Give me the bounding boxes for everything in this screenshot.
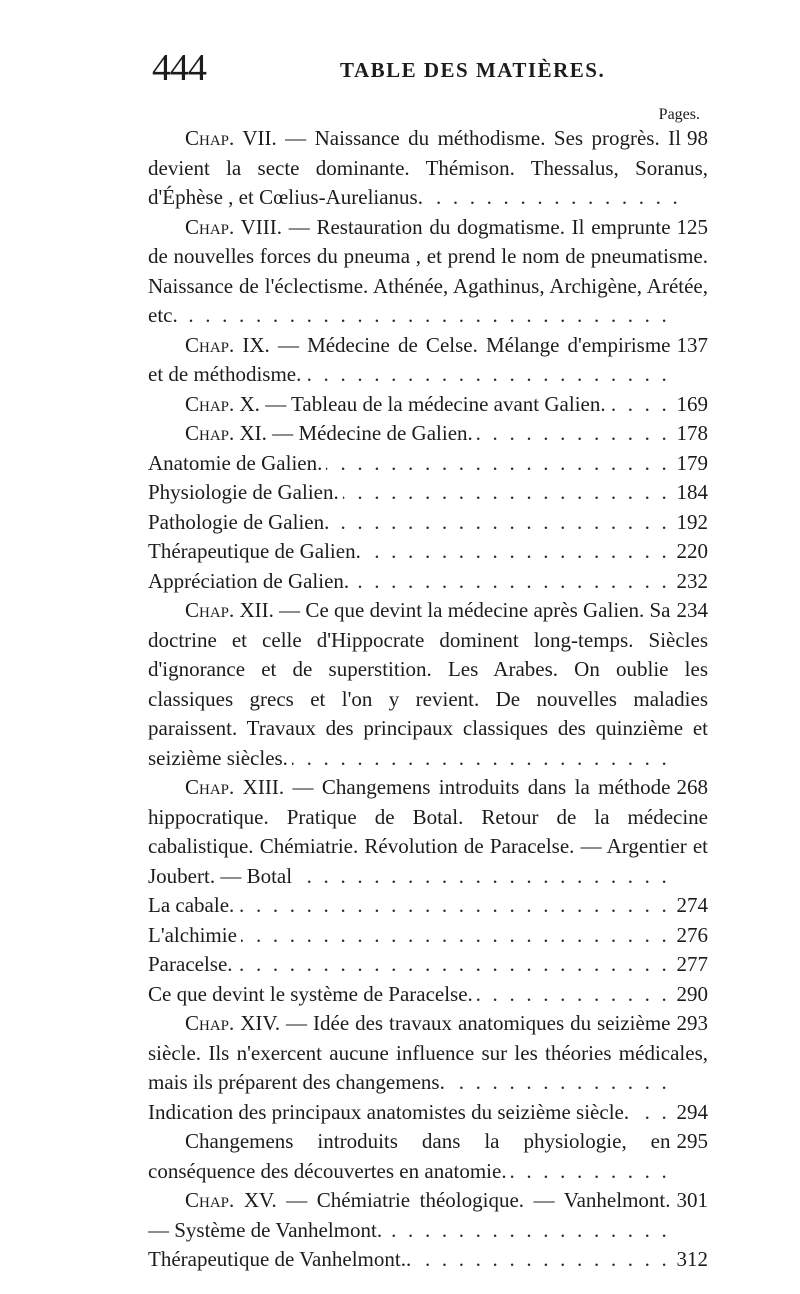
toc-entry [148, 213, 708, 331]
toc-entry [148, 449, 708, 479]
entry-title: Thérapeutique de Vanhelmont.. [148, 1247, 412, 1271]
page-reference: 184 [671, 478, 709, 508]
page-reference: 274 [671, 891, 709, 921]
toc-entry [148, 950, 708, 980]
entry-title: — Médecine de Galien. [266, 421, 473, 445]
toc-entry-text [148, 952, 237, 976]
toc-entry-text [148, 1100, 633, 1124]
toc-entry [148, 390, 708, 420]
toc-entry [148, 331, 708, 390]
page-reference: 192 [671, 508, 709, 538]
toc-entry [148, 980, 708, 1010]
toc-entry [148, 537, 708, 567]
toc-entry [148, 921, 708, 951]
page-reference: 232 [671, 567, 709, 597]
toc-entry [148, 773, 708, 891]
entry-title: La cabale. [148, 893, 235, 917]
entry-title: Appréciation de Galien. [148, 568, 350, 593]
page-header [148, 40, 708, 90]
toc-entry [148, 567, 708, 597]
toc-entry [148, 891, 708, 921]
entry-title: — Ce que devint la médecine après Galien. Sa doctrine et celle d'Hippocrate dominent long-temps. Siècles d'ignorance et de superstition. Les Arabes. On oublie les classiques grecs et l'on y revient. De nouvelles maladies paraissent. Travaux des principaux classiques des quinzième et seizième siècles. [148, 598, 708, 770]
entry-title: L'alchimie [148, 922, 237, 947]
toc-entry [148, 478, 708, 508]
toc-entry-text [148, 982, 477, 1006]
entry-title: Thérapeutique de Galien. [148, 539, 361, 563]
entry-title: — Tableau de la médecine avant Galien. [259, 391, 606, 416]
entry-title: — Idée des travaux anatomiques du seizième siècle. Ils n'exercent aucune influence sur les théories médicales, mais ils préparent des changemens. [148, 1011, 708, 1094]
toc-entry [148, 1186, 708, 1245]
chapter-label: Chap. X. [185, 391, 260, 416]
page-reference: 179 [671, 449, 709, 479]
page-reference: 276 [671, 921, 709, 951]
page-reference: 98 [681, 124, 708, 154]
page-reference: 295 [671, 1127, 709, 1157]
entry-title: — Chémiatrie théologique. — Vanhelmont. — Système de Vanhelmont. [148, 1188, 671, 1242]
toc-entry [148, 1098, 708, 1128]
page-reference: 178 [671, 419, 709, 449]
chapter-label: Chap. XIII. [185, 775, 285, 799]
page-reference: 312 [671, 1245, 709, 1275]
dot-leader [148, 301, 708, 331]
toc-entry-text [148, 893, 238, 917]
toc-entry [148, 419, 708, 449]
toc-entry-text [148, 421, 477, 445]
page-reference: 169 [671, 390, 709, 420]
page-reference: 137 [671, 331, 709, 361]
toc-entry [148, 124, 708, 213]
running-title: TABLE DES MATIÈRES. [340, 58, 606, 82]
page-reference: 268 [671, 773, 709, 803]
entry-title: Anatomie de Galien. [148, 450, 323, 475]
page-reference: 234 [671, 596, 709, 626]
chapter-label: Chap. XV. [185, 1188, 277, 1212]
chapter-label: Chap. VII. [185, 126, 277, 150]
chapter-label: Chap. XIV. [185, 1011, 281, 1035]
entry-title: Indication des principaux anatomistes du seizième siècle. [148, 1099, 630, 1124]
page-reference: 125 [671, 213, 709, 243]
toc-entry-text [148, 923, 241, 947]
page-number: 444 [152, 47, 206, 89]
entry-title: — Changemens introduits dans la méthode hippocratique. Pratique de Botal. Retour de la médecine cabalistique. Chémiatrie. Révolution de Paracelse. — Argentier et Joubert. — Botal [148, 775, 708, 888]
toc-entry-text [148, 451, 326, 475]
toc-entry-text [148, 1247, 415, 1271]
table-of-contents [148, 124, 708, 1275]
page-reference: 290 [671, 980, 709, 1010]
page-reference: 293 [671, 1009, 709, 1039]
entry-title: — Restauration du dogmatisme. Il emprunte de nouvelles forces du pneuma , et prend le nom de pneumatisme. Naissance de l'éclectisme. Athénée, Agathinus, Archigène, Arétée, etc. [148, 214, 708, 327]
toc-entry [148, 596, 708, 773]
toc-entry [148, 508, 708, 538]
entry-title: — Médecine de Celse. Mélange d'empirisme et de méthodisme. [148, 332, 671, 386]
page-reference: 301 [671, 1186, 709, 1216]
chapter-label: Chap. XI. [185, 421, 267, 445]
entry-title: Paracelse. [148, 952, 233, 976]
entry-title: Ce que devint le système de Paracelse. [148, 981, 473, 1006]
pages-column-label: Pages. [658, 106, 700, 123]
entry-title: Physiologie de Galien. [148, 480, 339, 504]
chapter-label: Chap. XII. [185, 598, 274, 622]
chapter-label: Chap. VIII. [185, 214, 283, 239]
toc-entry [148, 1127, 708, 1186]
entry-title: Changemens introduits dans la physiologie, en conséquence des découvertes en anatomie. [148, 1129, 671, 1183]
entry-title: Pathologie de Galien. [148, 509, 330, 534]
toc-entry [148, 1245, 708, 1275]
entry-title: — Naissance du méthodisme. Ses progrès. Il devient la secte dominante. Thémison. Thessalus, Soranus, d'Éphèse , et Cœlius-Aurelianus. [148, 126, 708, 209]
page-reference: 277 [671, 950, 709, 980]
toc-entry-text [148, 569, 353, 593]
toc-entry-text [148, 510, 333, 534]
page-reference: 220 [671, 537, 709, 567]
toc-entry-text [148, 392, 610, 416]
toc-entry-text [148, 539, 365, 563]
page-reference: 294 [671, 1098, 709, 1128]
chapter-label: Chap. IX. [185, 332, 270, 357]
toc-entry [148, 1009, 708, 1098]
toc-entry-text [148, 480, 343, 504]
